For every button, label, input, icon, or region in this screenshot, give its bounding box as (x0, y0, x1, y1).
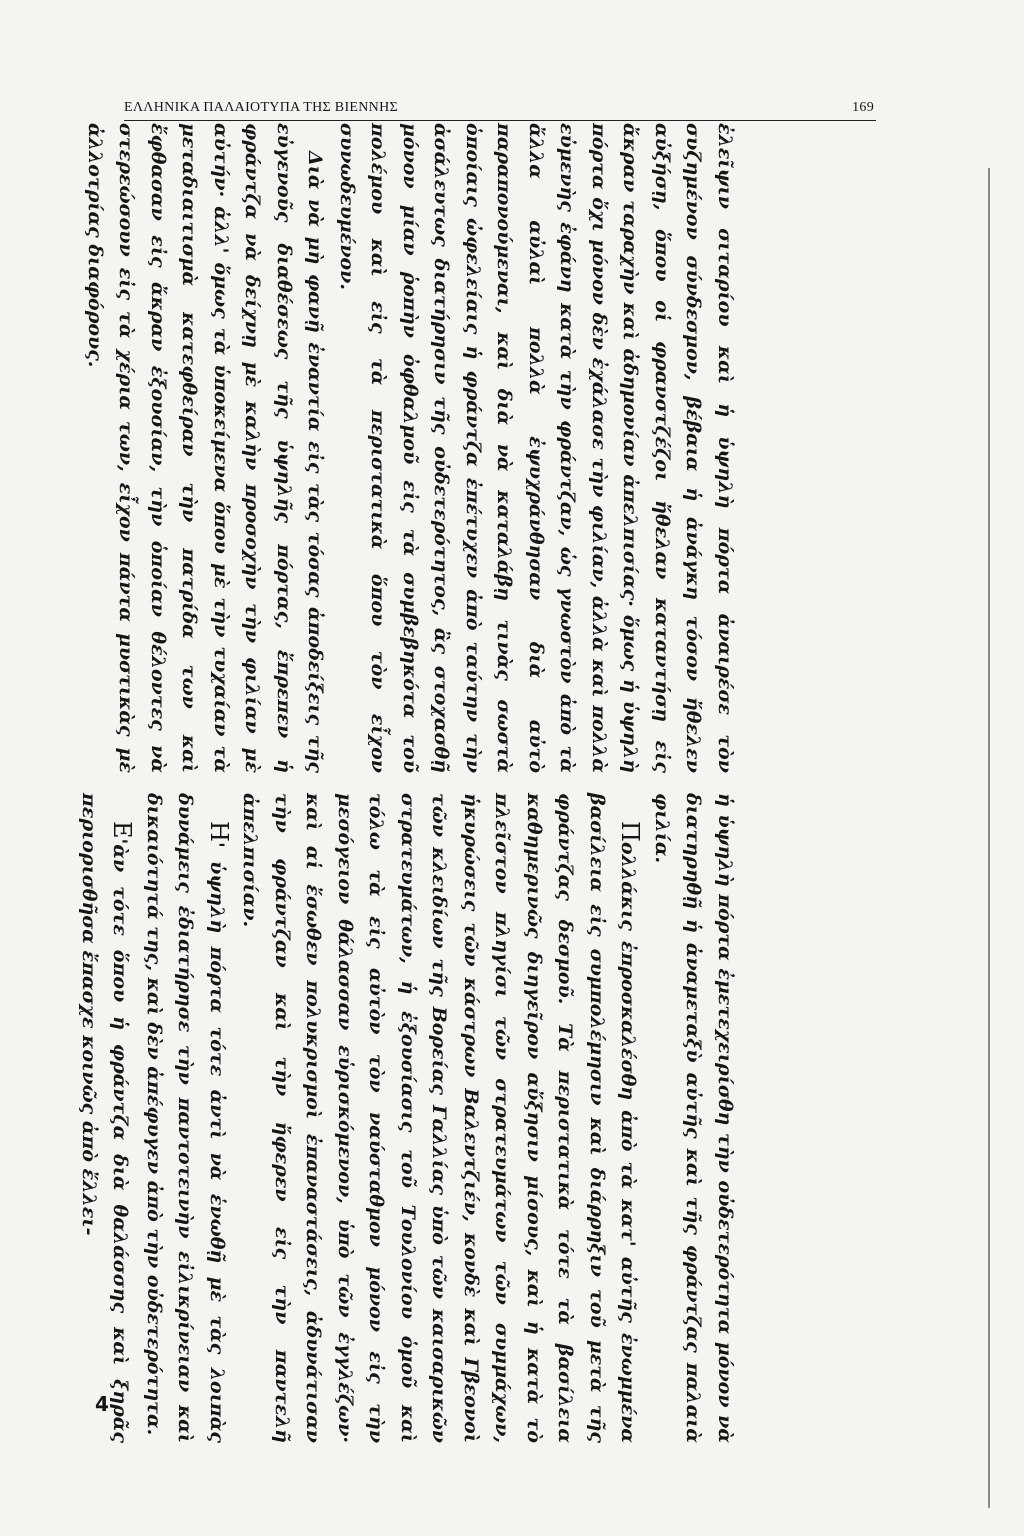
paragraph (234, 793, 646, 1443)
paragraph-body: ολλάκις ἐπροσκαλέσθη ἀπὸ τὰ κατ' αὐτῆς ἐνωμμένα βασίλεια εἰς συμπολέμησιν καὶ διάρρηξιν τοῦ μετὰ τῆς φράντζας δεσμοῦ. Τὰ περιστατικὰ τότε τὰ βασίλεια καθημερινῶς διηγεῖρον αὔξησιν μίσους, καὶ ἡ κατὰ τὸ πλεῖστον πληγίσι τῶν στρατευμάτων τῶν συμμάχων, ἡκυρώσεις τῶν κάστρων Βαλεντζιέν, κονδὲ καὶ Γβεονοὶ τῶν κλειδίων τῆς Βορείας Γαλλίας ὑπὸ τῶν καισαρικῶν στρατευμάτων, ἡ ἐξουσίασις τοῦ Τουλονίου ὁμοῦ καὶ τόλω τὰ εἰς αὐτὸν τὸν ναύσταθμον μόνον εἰς τὴν μεσόγειον θάλασσαν εὑρισκόμενον, ὑπὸ τῶν ἐγγλέζων· καὶ αἱ ἔσωθεν πολυκρισμοὶ ἐπαναστάσεις, ἀδυνάτισαν τὴν φράντζαν καὶ τὴν ἤφερεν εἰς τὴν παντελῆ ἀπελπισίαν. (239, 793, 640, 1443)
text-column-left (73, 793, 741, 1443)
paragraph: Διὰ νὰ μὴ φανῇ ἐναντία εἰς τὰς τόσας ἀποδείξεις τῆς εὐγενοῦς διαθέσεως τῆς ὑψηλῆς πόρτας, ἔπρεπεν ἡ φράντζα νὰ δείχνῃ μὲ καλὴν προσοχὴν τὴν φιλίαν μὲ αὐτήν· ἀλλ' ὅμως τὰ ὑποκείμενα ὅπου μὲ τὴν τυχαίαν τὰ μεταδιαιτισμὰ κατεφθείραν τὴν πατρίδα των καὶ ἔφθασαν εἰς ἄκραν ἐξουσίαν, τὴν ὁποίαν θέλοντες νὰ στερεώσουν εἰς τὰ χέρια των, εἶχον πάντα μυστικὰς μὲ ἀλλοτρίας διαφόρους. (84, 123, 327, 773)
page-edge-shadow (988, 168, 990, 1508)
paragraph: ἐλεῖψιν σιταρίου καὶ ἡ ὑψηλὴ πόρτα ἀναιρέσε τὸν συζημένον σύνδεσμον, βέβαια ἡ ἀνάγκη τόσον ἤθελεν αὐξήσῃ, ὅπου οἱ φρανστζέζοι ἤθελαν καταντήσῃ εἰς ἄκραν ταραχὴν καὶ ἀδημονίαν ἀπελπισίας· ὅμως ἡ ὑψηλὴ πόρτα ὄχι μόνον δὲν ἐχάλασε τὴν φιλίαν, ἀλλὰ καὶ πολλὰ εὐμενὴς ἐφάνη κατὰ τὴν φράντζαν, ὡς γνωστὸν ἀπὸ τὰ ἄλλα αὐλαὶ πολλὰ ἐψυχράνθησαν διὰ αὐτὸ παραπονούμεναι, καὶ διὰ νὰ καταλάβῃ τινὰς σωστὰ ὁποίαις ὠφελείαις ἡ φράντζα ἐπέτυχεν ἀπὸ ταύτην τὴν ἀσάλευτως διατήρησιν τῆς οὐδετερότητος, ἂς στοχασθῇ μόνον μίαν ῥοπὴν ὀφθαλμοῦ εἰς τὰ συμβεβηκότα τοῦ πολέμου καὶ εἰς τὰ περιστατικὰ ὅπου τὸν εἶχον συνωδευμένον. (336, 123, 736, 773)
running-head (124, 100, 876, 121)
book-title: ΕΛΛΗΝΙΚΑ ΠΑΛΑΙΟΤΥΠΑ ΤΗΣ ΒΙΕΝΝΗΣ (124, 100, 398, 115)
text-column-right (79, 123, 741, 773)
paragraph (138, 793, 235, 1443)
paragraph: ἡ ὑψηλὴ πόρτα ἐμετεχειρίσθη τὴν οὐδετερότητα μόνον νὰ διατηρηθῇ ἡ ἀναμεταξὺ αὐτῆς καὶ τῆς φράντζας παλαιὰ φιλία. (651, 793, 736, 1443)
paragraph-body: 'ὰν τότε ὅπου ἡ φράντζα διὰ θαλάσσης καὶ ξηρᾶς περιορισθῆσα ἔπασχε κοινῶς ἀπὸ ἔλλει- (78, 793, 132, 1443)
paragraph (73, 793, 138, 1443)
paragraph-body: ' ὑψηλὴ πόρτα τότε ἀντὶ νὰ ἑνωθῇ μὲ τὰς λοιπὰς δυνάμεις ἐδιατήρησε τὴν παντοτεινὴν εἰλικρίνειαν καὶ δικαιότητά της, καὶ δὲν ἀπέφυγεν ἀπὸ τὴν οὐδετερότητα. (143, 793, 228, 1443)
facsimile-page-left (78, 793, 740, 1443)
page-marker: 4 (95, 1392, 109, 1416)
rotated-facsimile (60, 123, 970, 1508)
page-number: 169 (852, 100, 874, 115)
facsimile-page-right (84, 123, 740, 773)
drop-initial: Η (205, 821, 233, 842)
drop-initial: Π (616, 821, 645, 842)
drop-initial: Ε (108, 821, 137, 839)
